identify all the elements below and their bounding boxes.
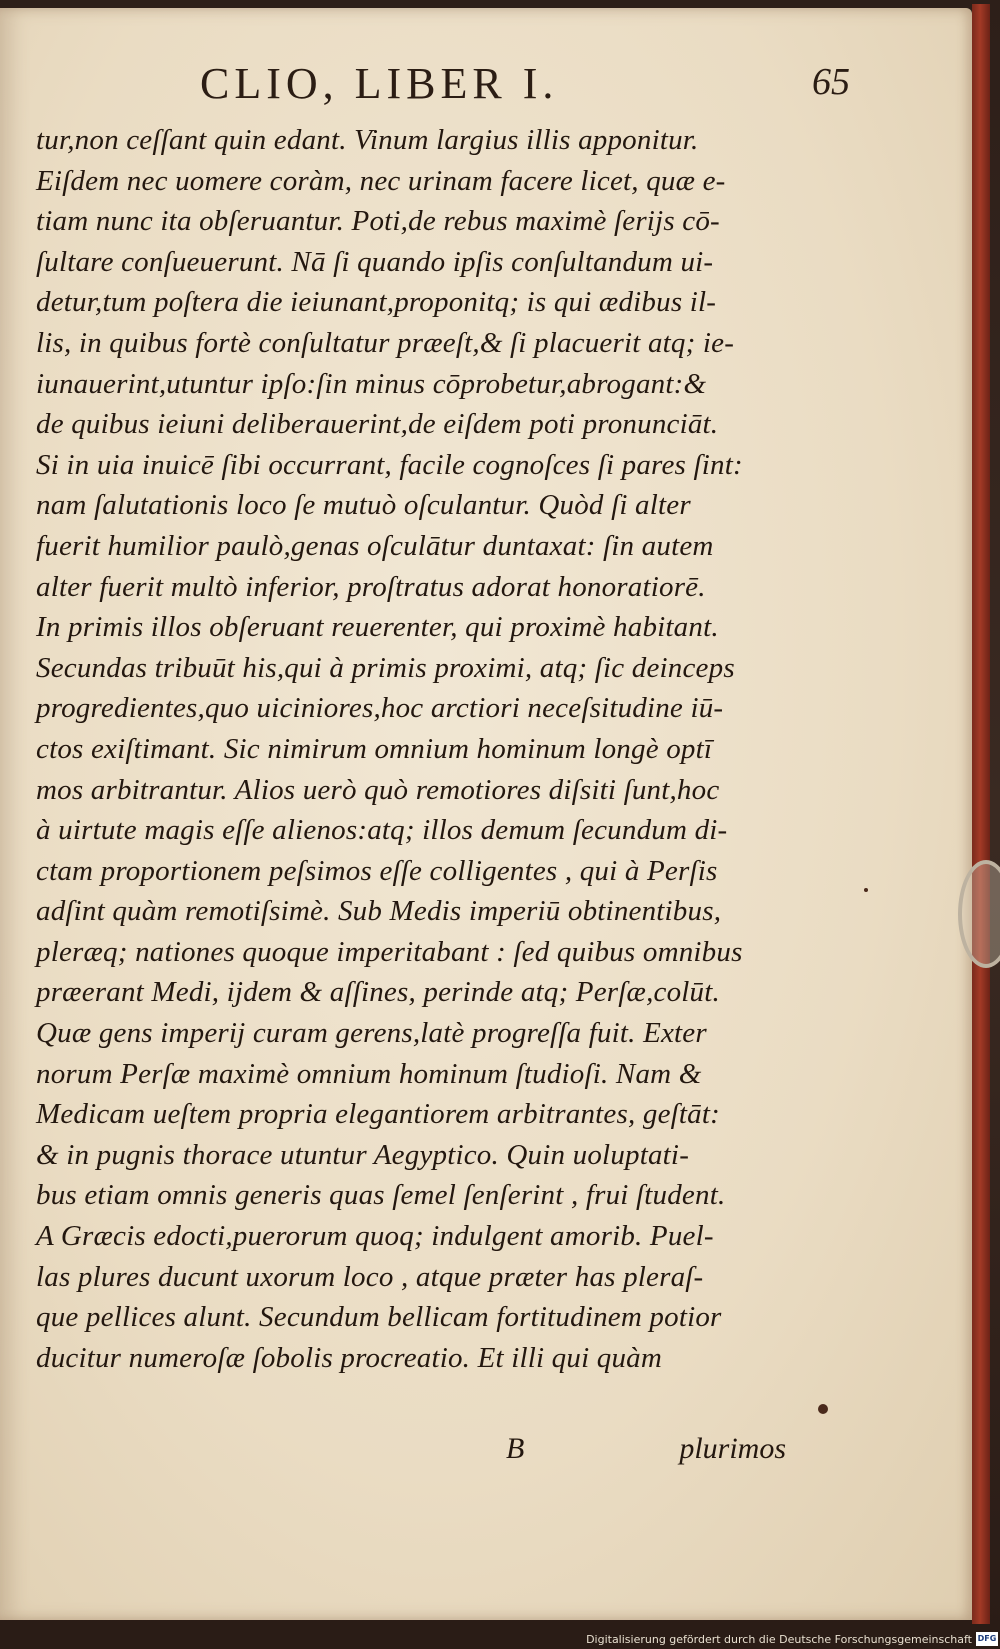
digitization-credit: Digitalisierung gefördert durch die Deutsche Forschungsgemeinschaft xyxy=(586,1633,972,1646)
credit-bar xyxy=(0,1627,1000,1649)
text-line: mos arbitrantur. Alios uerò quò remotiores diſsiti ſunt,hoc xyxy=(36,773,720,806)
page-number: 65 xyxy=(812,61,850,103)
ink-speck xyxy=(818,1404,828,1414)
text-line: que pellices alunt. Secundum bellicam fortitudinem potior xyxy=(36,1301,722,1334)
text-line: præerant Medi, ijdem & aſſines, perinde atq; Perſæ,colūt. xyxy=(36,976,720,1009)
text-line: à uirtute magis eſſe alienos:atq; illos demum ſecundum di- xyxy=(36,814,728,847)
text-line: iunauerint,utuntur ipſo:ſin minus cōprobetur,abrogant:& xyxy=(36,367,707,400)
book-edge xyxy=(972,4,990,1624)
text-line: Secundas tribuūt his,qui à primis proximi, atq; ſic deinceps xyxy=(36,651,735,684)
text-line: A Græcis edocti,puerorum quoq; indulgent amorib. Puel- xyxy=(36,1220,714,1253)
text-line: alter fuerit multò inferior, proſtratus adorat honoratiorē. xyxy=(36,570,706,603)
text-line: tur,non ceſſant quin edant. Vinum largius illis apponitur. xyxy=(36,124,699,156)
text-line: Quæ gens imperij curam gerens,latè progreſſa fuit. Exter xyxy=(36,1017,707,1050)
signature-mark: B xyxy=(506,1432,525,1465)
page-header xyxy=(40,52,940,112)
text-line: nam ſalutationis loco ſe mutuò oſculantur. Quòd ſi alter xyxy=(36,489,691,522)
text-line: norum Perſæ maximè omnium hominum ſtudioſi. Nam & xyxy=(36,1057,702,1090)
text-line: ducitur numeroſæ ſobolis procreatio. Et illi qui quàm xyxy=(36,1341,663,1374)
text-line: pleræq; nationes quoque imperitabant : ſed quibus omnibus xyxy=(36,935,743,968)
text-line: ſultare conſueuerunt. Nā ſi quando ipſis conſultandum ui- xyxy=(36,245,714,278)
text-line: fuerit humilior paulò,genas oſculātur duntaxat: ſin autem xyxy=(36,529,714,562)
text-line: & in pugnis thorace utuntur Aegyptico. Quin uoluptati- xyxy=(36,1138,690,1171)
text-body xyxy=(36,120,786,1378)
text-line: Si in uia inuicē ſibi occurrant, facile cognoſces ſi pares ſint: xyxy=(36,448,743,481)
running-head: CLIO, LIBER I. xyxy=(200,59,559,108)
text-line: detur,tum poſtera die ieiunant,proponitq; is qui ædibus il- xyxy=(36,286,717,319)
text-line: de quibus ieiuni deliberauerint,de eiſdem poti pronunciāt. xyxy=(36,408,719,441)
dfg-logo: DFG xyxy=(976,1632,998,1646)
text-line: tiam nunc ita obſeruantur. Poti,de rebus maximè ſerijs cō- xyxy=(36,205,720,238)
text-line: Eiſdem nec uomere coràm, nec urinam facere licet, quæ e- xyxy=(36,164,726,197)
text-line: bus etiam omnis generis quas ſemel ſenſerint , frui ſtudent. xyxy=(36,1179,726,1212)
text-line: ctos exiſtimant. Sic nimirum omnium hominum longè optī xyxy=(36,732,713,765)
text-line: lis, in quibus fortè conſultatur præeſt,& ſi placuerit atq; ie- xyxy=(36,326,735,359)
text-line: adſint quàm remotiſsimè. Sub Medis imperiū obtinentibus, xyxy=(36,895,722,928)
text-line: las plures ducunt uxorum loco , atque præter has pleraſ- xyxy=(36,1260,704,1293)
text-line: Medicam ueſtem propria elegantiorem arbitrantes, geſtāt: xyxy=(36,1098,720,1131)
text-line: ctam proportionem peſsimos eſſe colligentes , qui à Perſis xyxy=(36,854,718,887)
text-line: progredientes,quo uiciniores,hoc arctiori neceſsitudine iū- xyxy=(36,692,724,725)
page-footer xyxy=(36,1432,786,1472)
ink-speck xyxy=(864,888,868,892)
text-line: In primis illos obſeruant reuerenter, qui proximè habitant. xyxy=(36,611,719,644)
book-page xyxy=(0,8,972,1620)
catchword: plurimos xyxy=(679,1432,786,1465)
